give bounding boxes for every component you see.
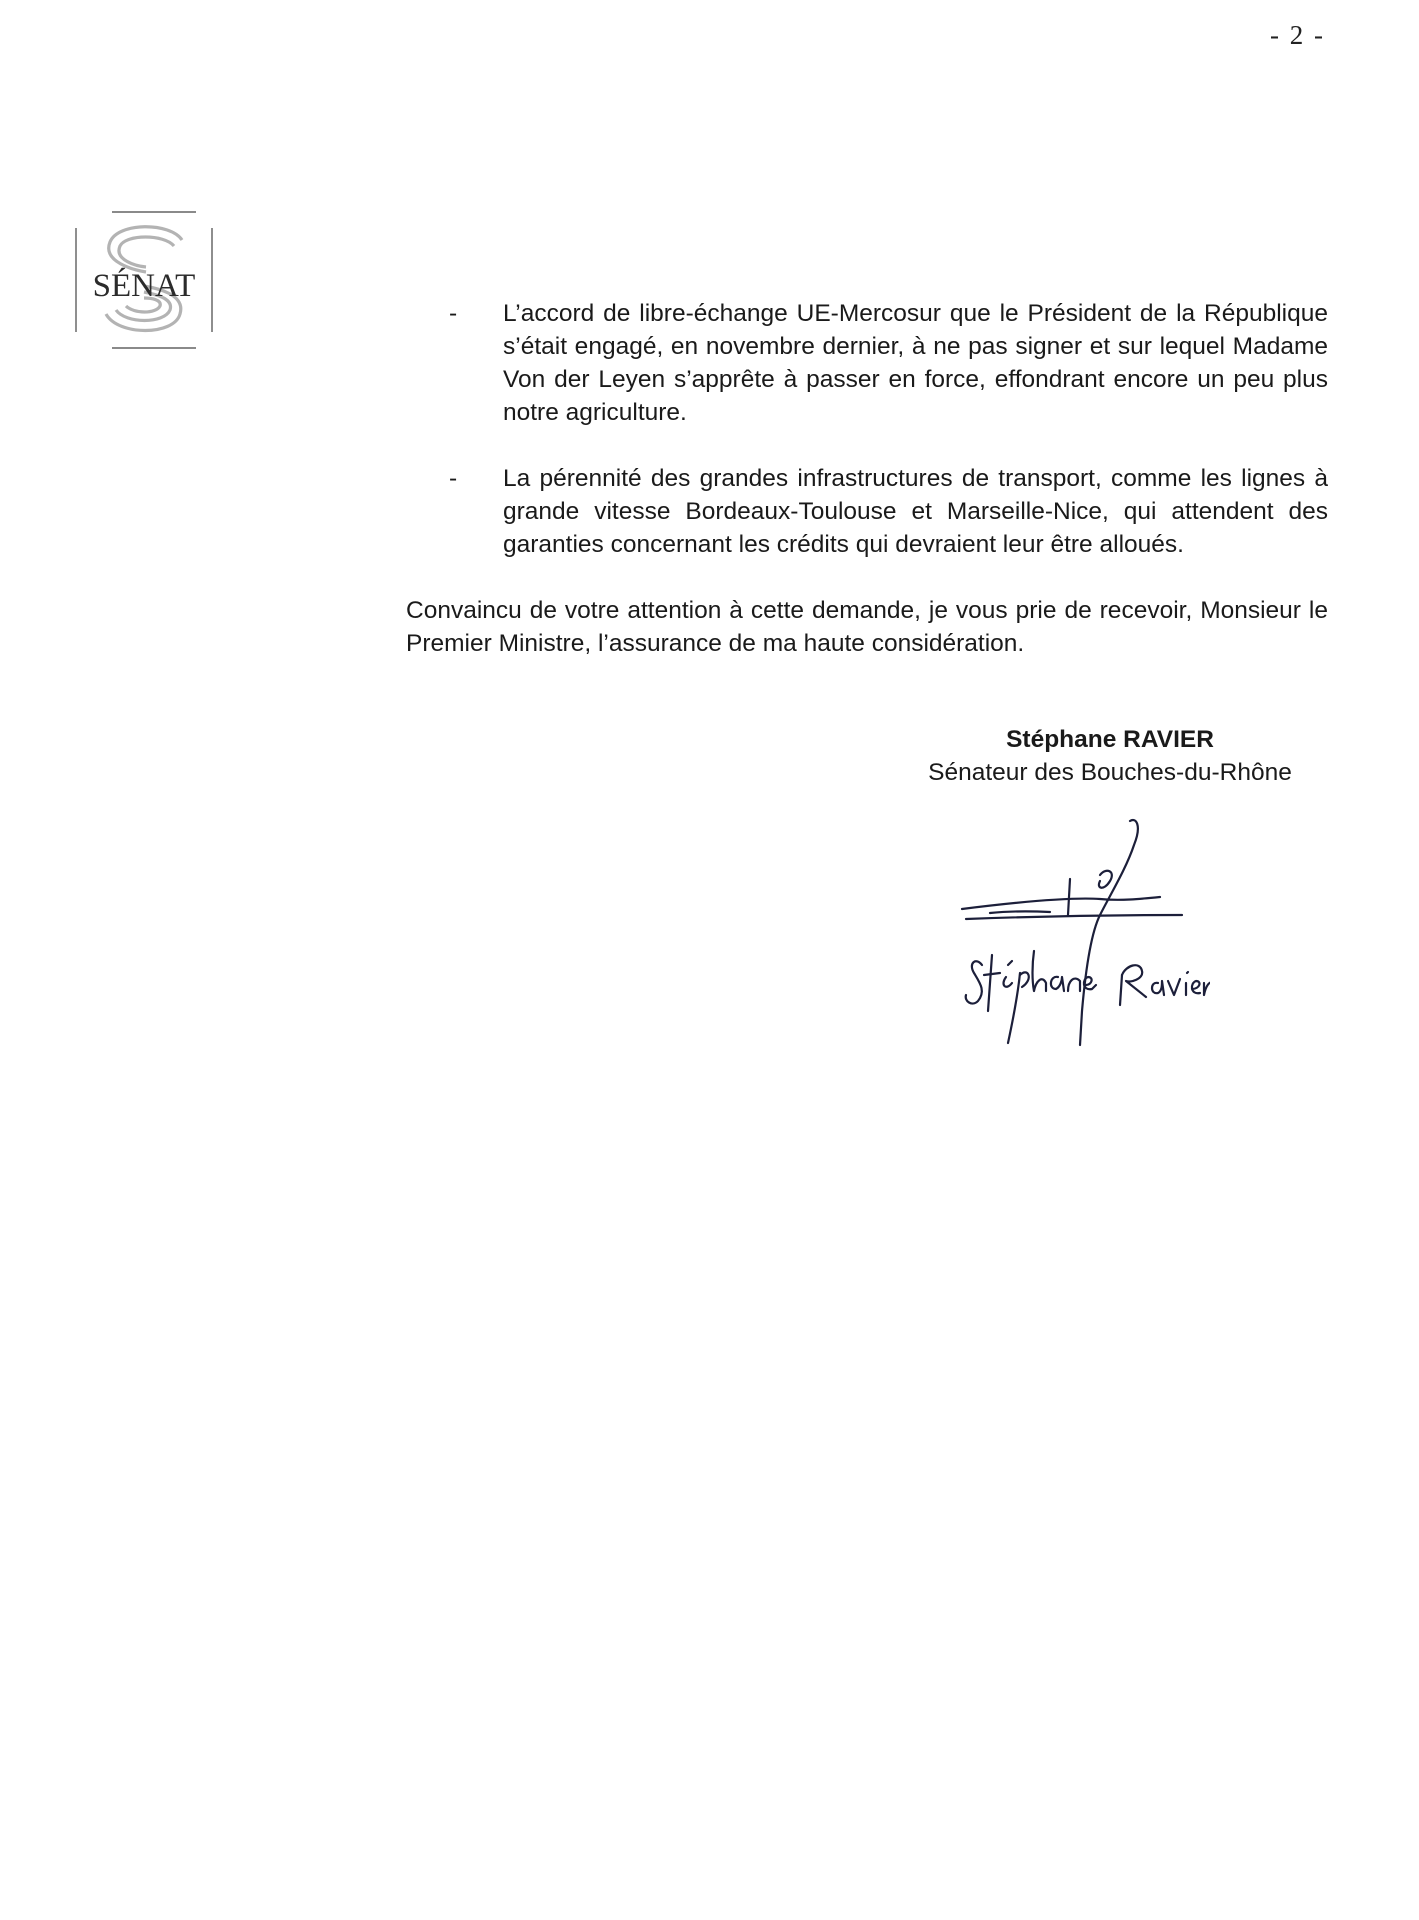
signatory-title: Sénateur des Bouches-du-Rhône: [928, 759, 1292, 786]
closing-paragraph: Convaincu de votre attention à cette demande, je vous prie de recevoir, Monsieur le Premier Ministre, l’assurance de ma haute considération.: [406, 597, 1328, 657]
handwritten-signature: [950, 815, 1210, 1055]
senat-logo: [74, 210, 214, 350]
bullet-item: [446, 297, 1328, 429]
bullet-text: L’accord de libre-échange UE-Mercosur que le Président de la République s’était engagé, en novembre dernier, à ne pas signer et sur lequel Madame Von der Leyen s’apprête à passer en force, effondrant encore un peu plus notre agriculture.: [503, 300, 1328, 426]
bullet-dash: -: [449, 300, 458, 327]
bullet-dash: -: [449, 465, 458, 492]
page-number: - 2 -: [1270, 20, 1325, 50]
logo-text: SÉNAT: [92, 268, 196, 304]
senat-logo-icon: [74, 210, 214, 350]
bullet-item: [446, 462, 1328, 561]
signatory-block: [900, 723, 1320, 789]
handwritten-signature-icon: [950, 815, 1210, 1055]
letter-body: [406, 297, 1328, 660]
signatory-name: Stéphane RAVIER: [1006, 726, 1214, 753]
bullet-text: La pérennité des grandes infrastructures de transport, comme les lignes à grande vitesse Bordeaux-Toulouse et Marseille-Nice, qui attendent des garanties concernant les crédits qui devraient leur être alloués.: [503, 465, 1328, 558]
